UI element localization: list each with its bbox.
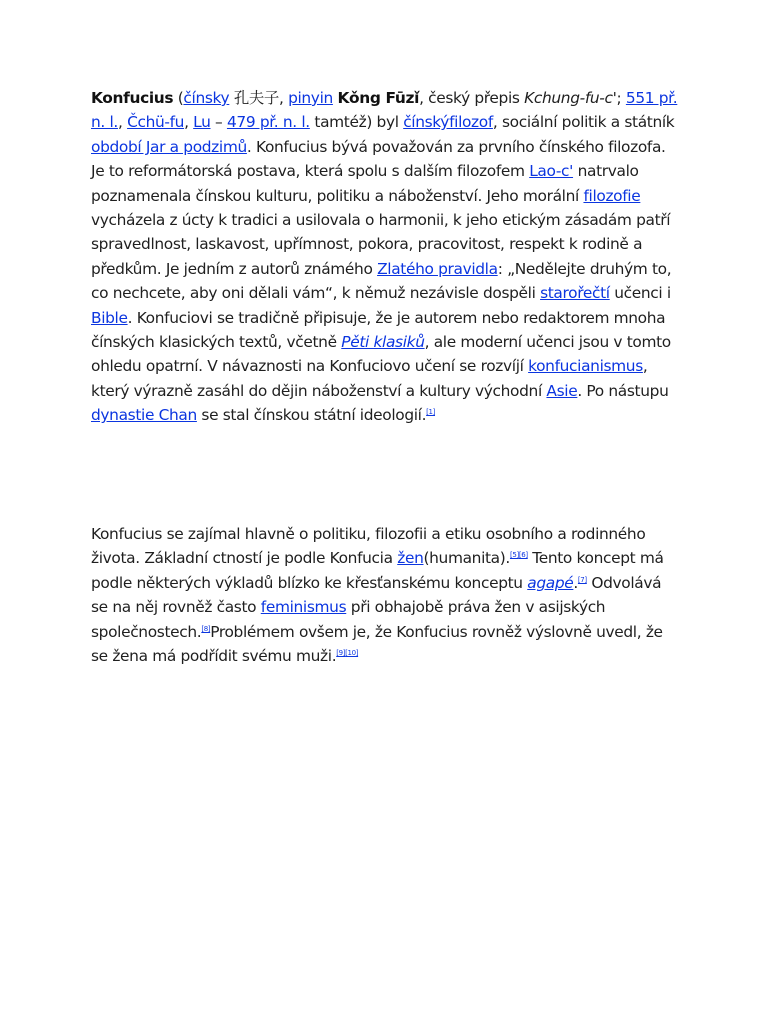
text-run: , který výrazně zasáhl do dějin náboženství a kultury východní — [91, 357, 648, 400]
text-run: , sociální politik a státník — [492, 113, 675, 132]
link-staroreck[interactable]: starořečtí — [540, 284, 610, 303]
link-asie[interactable]: Asie — [546, 381, 578, 400]
footnote-ref-5-6 — [510, 551, 528, 559]
text-run: natrvalo poznamenala čínskou kulturu, politiku a náboženství. Jeho morální — [91, 162, 639, 205]
czech-transcription: Kchung-fu-c' — [524, 89, 617, 107]
link-lu[interactable]: Lu — [193, 113, 211, 132]
link-konfucianismus[interactable]: konfucianismus — [528, 357, 643, 376]
footnote-link-6[interactable]: [6] — [518, 551, 528, 560]
text-run: Konfucius se zajímal hlavně o politiku, filozofii a etiku osobního a rodinného života. Základní ctností je podle Konfucia — [91, 525, 646, 568]
intro-paragraph — [91, 86, 681, 428]
footnote-link-7[interactable]: [7] — [577, 575, 587, 584]
text-run: vycházela z úcty k tradici a usilovala o harmonii, k jeho etickým zásadám patří spravedlnost, laskavost, upřímnost, pokora, pracovitost, respekt k rodině a předkům. Je jedním z autorů známého — [91, 211, 671, 278]
text-run: Odvolává se na něj rovněž často — [91, 573, 662, 617]
link-bible[interactable]: Bible — [91, 308, 128, 327]
text-run: , český přepis — [419, 89, 525, 107]
link-pinyin[interactable]: pinyin — [288, 89, 333, 107]
text-run: tamtéž) byl — [309, 113, 404, 132]
footnote-link-9[interactable]: [9] — [336, 648, 346, 657]
text-run: Tento koncept má podle některých výkladů blízko ke křesťanskému konceptu — [91, 549, 664, 592]
footnote-link-8[interactable]: [8] — [201, 624, 211, 633]
text-run: se stal čínskou státní ideologií. — [196, 406, 427, 425]
link-feminismus[interactable]: feminismus — [260, 598, 347, 617]
text-run: při obhajobě práva žen v asijských společnostech. — [91, 598, 606, 641]
link-zlateho-pravidla[interactable]: Zlatého pravidla — [377, 259, 498, 278]
subject-name: Konfucius — [91, 89, 174, 107]
text-run: , ale moderní učenci jsou v tomto ohledu opatrní. V návaznosti na Konfuciovo učení se rozvíjí — [91, 333, 671, 376]
footnote-link-5[interactable]: [5] — [509, 551, 519, 560]
text-run: : „Nedělejte druhým to, co nechcete, aby oni dělali vám“, k němuž nezávisle dospěli — [91, 259, 672, 303]
text-run: – — [210, 113, 227, 132]
text-run: ; — [616, 89, 626, 107]
link-cchu-fu[interactable]: Čchü-fu — [127, 113, 185, 132]
link-lao-c[interactable]: Lao-c' — [529, 162, 574, 181]
text-run: (humanita). — [423, 549, 510, 568]
ethics-paragraph — [91, 522, 681, 668]
chinese-name: 孔夫子, — [229, 89, 289, 107]
link-cinsky-filozof[interactable]: čínskýfilozof — [403, 113, 493, 132]
text-run: , — [117, 113, 128, 132]
link-dynastie-chan[interactable]: dynastie Chan — [91, 406, 197, 425]
footnote-link-10[interactable]: [10] — [345, 648, 359, 657]
link-death-year[interactable]: 479 př. n. l. — [226, 113, 310, 132]
link-peti-klasiku[interactable]: Pěti klasiků — [341, 333, 425, 352]
text-run: učenci i — [609, 284, 671, 303]
text-run: Problémem ovšem je, že Konfucius rovněž výslovně uvedl, že se žena má podřídit svému muži. — [91, 622, 663, 666]
text-run: . Konfuciovi se tradičně připisuje, že je autorem nebo redaktorem mnoha čínských klasických textů, včetně — [91, 308, 666, 352]
link-agape[interactable]: agapé — [527, 573, 574, 592]
footnote-link-1[interactable]: [1] — [426, 408, 436, 417]
text-run: ( — [173, 89, 184, 107]
text-run: . Po nástupu — [577, 381, 669, 400]
text-run: , — [184, 113, 194, 132]
link-filozofie[interactable]: filozofie — [583, 186, 641, 205]
link-zen[interactable]: žen — [397, 549, 424, 568]
link-obdobi-jar-a-podzimu[interactable]: období Jar a podzimů — [91, 137, 247, 156]
footnote-ref-9-10 — [336, 649, 358, 657]
text-run: . Konfucius bývá považován za prvního čínského filozofa. Je to reformátorská postava, která spolu s dalším filozofem — [91, 137, 666, 181]
text-run: . — [573, 573, 578, 592]
footnote-ref-7 — [578, 576, 587, 584]
link-cinsky[interactable]: čínsky — [183, 89, 230, 107]
footnote-ref-1 — [426, 408, 435, 416]
pinyin-name: Kǒng Fūzǐ — [337, 89, 420, 107]
footnote-ref-8 — [201, 625, 210, 633]
link-birth-year[interactable]: 551 př. n. l. — [91, 89, 678, 132]
